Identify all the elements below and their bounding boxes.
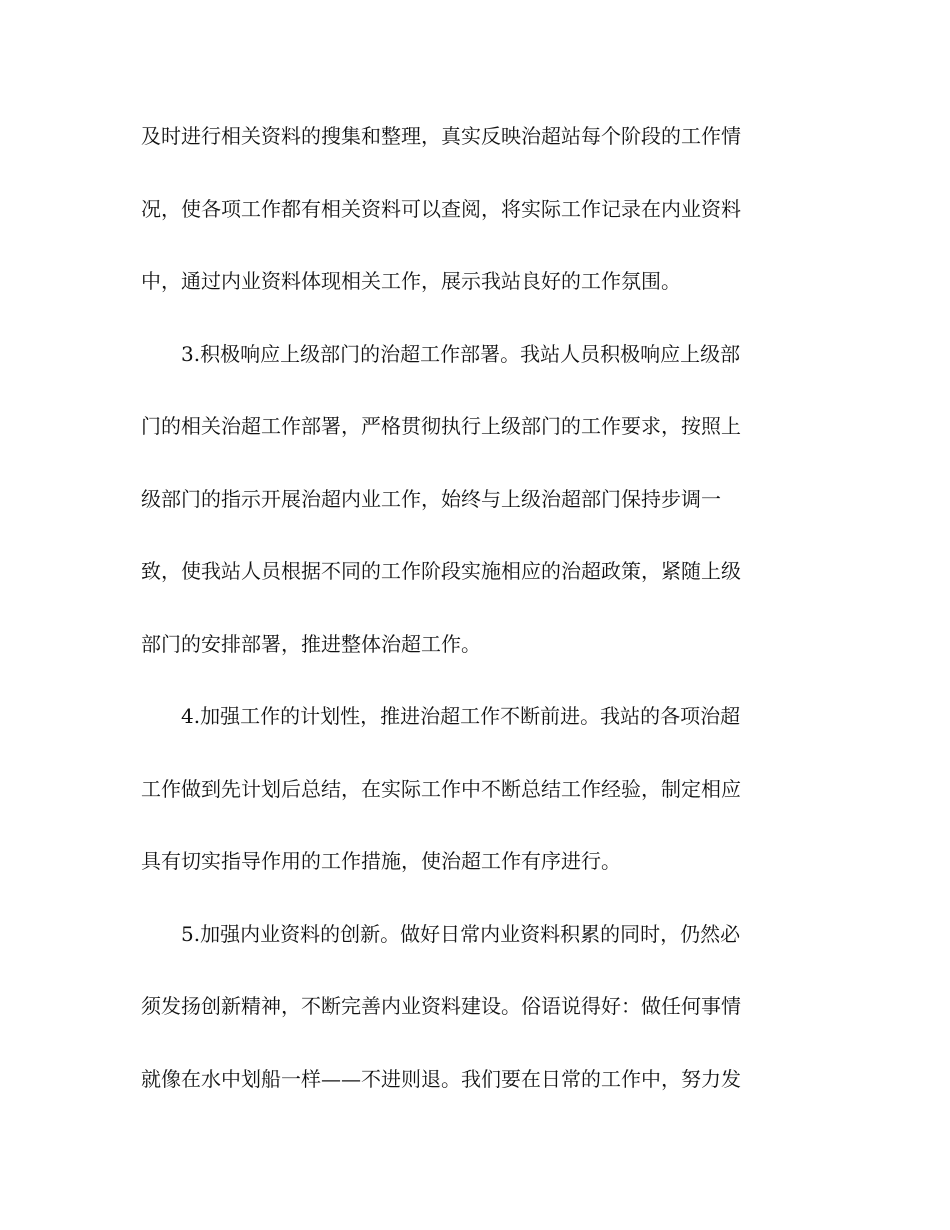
text-line: 3.积极响应上级部门的治超工作部署。我站人员积极响应上级部 xyxy=(181,341,741,366)
text-line: 及时进行相关资料的搜集和整理，真实反映治超站每个阶段的工作情 xyxy=(141,124,741,148)
text-line: 况，使各项工作都有相关资料可以查阅，将实际工作记录在内业资料 xyxy=(141,196,741,221)
text-line: 就像在水中划船一样——不进则退。我们要在日常的工作中，努力发 xyxy=(141,1066,741,1091)
text-line: 中，通过内业资料体现相关工作，展示我站良好的工作氛围。 xyxy=(141,269,681,293)
text-line: 5.加强内业资料的创新。做好日常内业资料积累的同时，仍然必 xyxy=(181,921,741,946)
text-line: 致，使我站人员根据不同的工作阶段实施相应的治超政策，紧随上级 xyxy=(141,559,741,583)
text-line: 门的相关治超工作部署，严格贯彻执行上级部门的工作要求，按照上 xyxy=(141,414,741,438)
text-line: 工作做到先计划后总结，在实际工作中不断总结工作经验，制定相应 xyxy=(141,776,741,801)
text-line: 级部门的指示开展治超内业工作，始终与上级治超部门保持步调一 xyxy=(141,486,721,511)
text-line: 4.加强工作的计划性，推进治超工作不断前进。我站的各项治超 xyxy=(181,704,741,728)
text-line: 具有切实指导作用的工作措施，使治超工作有序进行。 xyxy=(141,849,621,873)
document-body xyxy=(141,114,793,1129)
text-line: 部门的安排部署，推进整体治超工作。 xyxy=(141,631,481,656)
text-line: 须发扬创新精神，不断完善内业资料建设。俗语说得好：做任何事情 xyxy=(141,994,741,1018)
